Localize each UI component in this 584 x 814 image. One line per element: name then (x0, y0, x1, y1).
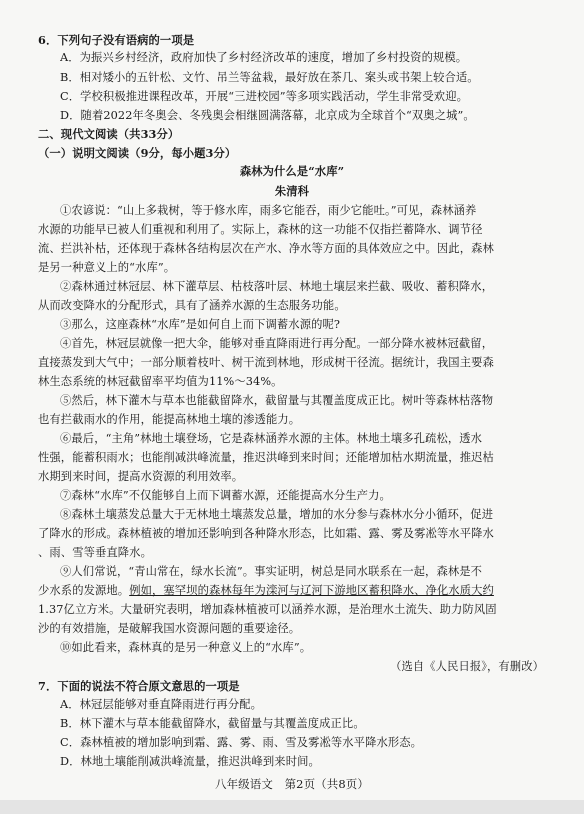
article-line: ①农谚说：“山上多栽树，等于修水库，雨多它能吞，雨少它能吐。”可见，森林涵养 (60, 204, 477, 217)
article-line: ④首先，林冠层就像一把大伞，能够对垂直降雨进行再分配。一部分降水被林冠截留， (60, 337, 494, 350)
q7-option-d: D．林地土壤能削减洪峰流量，推迟洪峰到来时间。 (60, 755, 320, 768)
article-line: 林生态系统的林冠截留率平均值为11%～34%。 (38, 375, 283, 388)
article-line: 性强，能蓄积雨水；也能削减洪峰流量，推迟洪峰到来时间；还能增加枯水期流量，推迟枯 (38, 451, 494, 464)
article-line: 1.37亿立方米。大量研究表明，增加森林植被可以涵养水源，是治理水土流失、助力防风固 (38, 603, 497, 616)
article-line: ②森林通过林冠层、林下灌草层、枯枝落叶层、林地土壤层来拦截、吸收、蓄积降水， (60, 280, 494, 293)
q6-option-d: D．随着2022年冬奥会、冬残奥会相继圆满落幕，北京成为全球首个“双奥之城”。 (60, 109, 475, 122)
article-line: ⑨人们常说，“青山常在，绿水长流”。事实证明，树总是同水联系在一起，森林是不 (60, 565, 483, 578)
article-line: 从而改变降水的分配形式，具有了涵养水源的生态服务功能。 (38, 299, 346, 312)
q6-option-b: B．相对矮小的五针松、文竹、吊兰等盆栽，最好放在茶几、案头或书架上较合适。 (60, 71, 479, 84)
article-line: 水源的功能早已被人们重视和利用了。实际上，森林的这一功能不仅指拦蓄降水、调节径 (38, 223, 483, 236)
q7-option-a: A．林冠层能够对垂直降雨进行再分配。 (60, 698, 263, 711)
article-line: 流、拦洪补枯，还体现于森林各结构层次在产水、净水等方面的具体效应之中。因此，森林 (38, 242, 494, 255)
scan-bottom-margin (0, 800, 584, 814)
article-line: 了降水的形成。森林植被的增加还影响到各种降水形态，比如霜、露、雾及雾凇等水平降水 (38, 527, 494, 540)
article-line: ③那么，这座森林“水库”是如何自上而下调蓄水源的呢? (60, 318, 341, 331)
q7-option-b: B．林下灌木与草本能截留降水，截留量与其覆盖度成正比。 (60, 717, 365, 730)
article-line: 、雨、雪等垂直降水。 (38, 546, 152, 559)
article-line: ⑦森林“水库”不仅能够自上而下调蓄水源，还能提高水分生产力。 (60, 489, 391, 502)
q6-option-c: C．学校积极推进课程改革，开展“三进校园”等多项实践活动，学生非常受欢迎。 (60, 90, 468, 103)
article-line: ⑩如此看来，森林真的是另一种意义上的“水库”。 (60, 641, 312, 654)
underlined-sentence: 例如，塞罕坝的森林每年为滦河与辽河下游地区蓄积降水、净化水质大约 (129, 584, 494, 597)
article-line: 沙的有效措施，是破解我国水资源问题的重要途径。 (38, 622, 301, 635)
article-line: 也有拦截雨水的作用，能提高林地土壤的渗透能力。 (38, 413, 301, 426)
page-footer: 八年级语文 第2页（共8页） (214, 777, 370, 791)
article-title: 森林为什么是“水库” (239, 164, 345, 178)
q6-option-a: A．为振兴乡村经济，政府加快了乡村经济改革的速度，增加了乡村投资的规模。 (60, 51, 468, 64)
article-source: （选自《人民日报》，有删改） (390, 660, 544, 673)
article-author: 朱清科 (274, 184, 310, 198)
section-heading: 二、现代文阅读（共33分） (38, 127, 180, 141)
article-line: 是另一种意义上的“水库”。 (38, 261, 176, 274)
article-line (38, 583, 584, 599)
q7-option-c: C．森林植被的增加影响到霜、露、雾、雨、雪及雾凇等水平降水形态。 (60, 736, 423, 749)
article-line: 水期到来时间，提高水资源的利用效率。 (38, 470, 244, 483)
article-line: 直接蒸发到大气中；一部分顺着枝叶、树干流到林地，形成树干径流。据统计，我国主要森 (38, 356, 494, 369)
article-line: ⑧森林土壤蒸发总量大于无林地土壤蒸发总量，增加的水分参与森林水分小循环，促进 (60, 508, 494, 521)
article-line-start: 少水系的发源地。 (38, 584, 130, 597)
subsection-heading: （一）说明文阅读（9分，每小题3分） (38, 146, 237, 160)
article-line: ⑤然后，林下灌木与草本也能截留降水，截留量与其覆盖度成正比。树叶等森林枯落物 (60, 394, 494, 407)
article-line: ⑥最后，“主角”林地土壤登场，它是森林涵养水源的主体。林地土壤多孔疏松，透水 (60, 432, 483, 445)
q6-stem: 6．下列句子没有语病的一项是 (38, 33, 195, 47)
q7-stem: 7．下面的说法不符合原文意思的一项是 (38, 679, 240, 693)
